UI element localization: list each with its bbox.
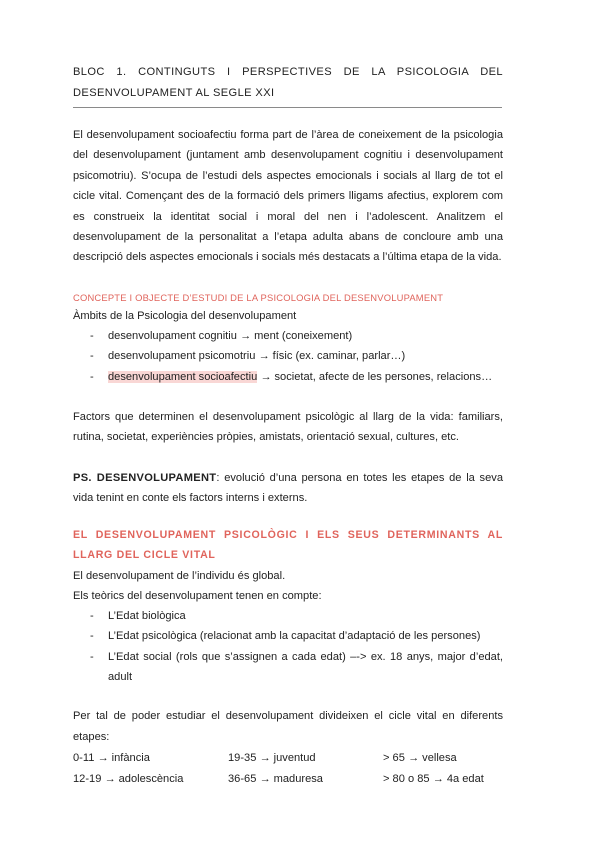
- dash-bullet: -: [90, 650, 94, 663]
- list-item-text: L’Edat social (rols que s’assignen a cada edat) –-> ex. 18 anys, major d’edat, adult: [108, 650, 503, 683]
- dash-bullet: -: [90, 370, 94, 383]
- section-heading-concept: CONCEPTE I OBJECTE D’ESTUDI DE LA PSICOLOGIA DEL DESENVOLUPAMENT: [73, 291, 444, 303]
- list-item: [73, 367, 503, 387]
- list-item-text: L’Edat psicològica (relacionat amb la capacitat d’adaptació de les persones): [108, 630, 481, 643]
- list-item: [73, 647, 503, 688]
- list-item-text: L’Edat biològica: [108, 609, 186, 622]
- stage-cell: > 65 → vellesa: [383, 752, 457, 765]
- stage-cell: 19-35 → juventud: [228, 752, 316, 765]
- highlighted-term: desenvolupament socioafectiu: [108, 370, 258, 383]
- list-item: [73, 606, 503, 626]
- document-title: BLOC 1. CONTINGUTS I PERSPECTIVES DE LA PSICOLOGIA DEL DESENVOLUPAMENT AL SEGLE XXI: [73, 66, 503, 99]
- intro-paragraph: El desenvolupament socioafectiu forma part de l’àrea de coneixement de la psicologia del desenvolupament (juntament amb desenvolupament cognitiu i desenvolupament psicomotriu). S’ocupa de l’estudi dels aspectes emocionals i socials al llarg de tot el cicle vital. Començant des de la formació dels primers lligams afectius, explorem com es construeix la identitat social i moral del nen i l’adolescent. Analitzem el desenvolupament de la personalitat a l’etapa adulta abans de concloure amb una descripció dels aspectes emocionals i socials més destacats a l’última etapa de la vida.: [73, 129, 503, 264]
- subheading-ambits: Àmbits de la Psicologia del desenvolupament: [73, 309, 297, 322]
- ps-text: : evolució d’una persona en totes les etapes de la seva vida tenint en conte els factors interns i externs.: [73, 471, 503, 505]
- list-item: [73, 326, 503, 346]
- list-item-text: → societat, afecte de les persones, relacions…: [257, 370, 493, 383]
- ages-list: [73, 606, 503, 688]
- stages-intro: Per tal de poder estudiar el desenvolupament divideixen el cicle vital en diferents etapes:: [73, 710, 503, 743]
- dash-bullet: -: [90, 329, 94, 342]
- theorists-line: Els teòrics del desenvolupament tenen en compte:: [73, 589, 322, 602]
- section-heading-determinants: EL DESENVOLUPAMENT PSICOLÒGIC I ELS SEUS DETERMINANTS AL LLARG DEL CICLE VITAL: [73, 528, 503, 562]
- dash-bullet: -: [90, 630, 94, 643]
- stage-cell: 36-65 → maduresa: [228, 772, 323, 785]
- list-item: [73, 346, 503, 366]
- stages-grid: [73, 748, 503, 789]
- factors-paragraph: Factors que determinen el desenvolupament psicològic al llarg de la vida: familiars, rutina, societat, experiències pròpies, amistats, orientació sexual, cultures, etc.: [73, 411, 503, 444]
- ps-term: PS. DESENVOLUPAMENT: [73, 471, 217, 484]
- global-line: El desenvolupament de l’individu és global.: [73, 569, 286, 582]
- title-divider: [73, 107, 502, 108]
- list-item-text: desenvolupament cognitiu → ment (coneixement): [108, 329, 353, 342]
- dash-bullet: -: [90, 350, 94, 363]
- ps-definition: [73, 468, 503, 509]
- dash-bullet: -: [90, 609, 94, 622]
- ambits-list: [73, 326, 503, 387]
- stage-cell: 0-11 → infància: [73, 752, 150, 765]
- stage-cell: > 80 o 85 → 4a edat: [383, 772, 484, 785]
- list-item-text: desenvolupament psicomotriu → físic (ex. caminar, parlar…): [108, 350, 406, 363]
- stage-cell: 12-19 → adolescència: [73, 772, 184, 785]
- list-item: [73, 626, 503, 646]
- document-page: [73, 62, 503, 789]
